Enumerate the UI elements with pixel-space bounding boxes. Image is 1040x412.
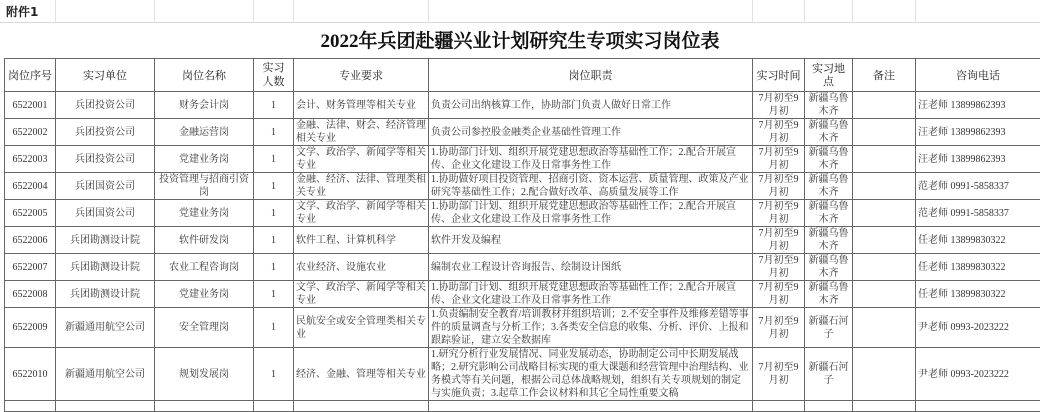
period-cell: 7月初至9月初 — [753, 281, 805, 308]
gridline — [915, 0, 916, 22]
empty-cell — [254, 401, 294, 412]
positions-table — [4, 58, 1040, 412]
post-name-cell: 财务会计岗 — [155, 92, 254, 119]
duty-cell: 编制农业工程设计咨询报告、绘制设计图纸 — [429, 254, 753, 281]
contact-phone-cell: 汪老师 13899862393 — [916, 146, 1040, 173]
post-name-cell: 安全管理岗 — [155, 308, 254, 348]
major-requirement-cell: 文学、政治学、新闻学等相关专业 — [294, 200, 429, 227]
empty-cell — [294, 401, 429, 412]
contact-phone-cell: 任老师 13899830322 — [916, 254, 1040, 281]
gridline — [428, 0, 429, 22]
unit-cell: 兵团投资公司 — [56, 92, 155, 119]
major-requirement-cell: 农业经济、设施农业 — [294, 254, 429, 281]
post-name-cell: 软件研发岗 — [155, 227, 254, 254]
attachment-row — [0, 0, 1040, 23]
period-cell: 7月初至9月初 — [753, 308, 805, 348]
table-row — [5, 308, 1040, 348]
page-title: 2022年兵团赴疆兴业计划研究生专项实习岗位表 — [0, 22, 1040, 58]
duty-cell: 负责公司出纳核算工作，协助部门负责人做好日常工作 — [429, 92, 753, 119]
location-cell: 新疆乌鲁木齐 — [805, 92, 853, 119]
location-cell: 新疆石河子 — [805, 348, 853, 401]
headcount-cell: 1 — [254, 254, 294, 281]
note-cell — [853, 308, 916, 348]
headcount-cell: 1 — [254, 348, 294, 401]
position-id-cell: 6522002 — [5, 119, 56, 146]
period-cell: 7月初至9月初 — [753, 92, 805, 119]
position-id-cell: 6522005 — [5, 200, 56, 227]
table-row — [5, 92, 1040, 119]
location-cell: 新疆乌鲁木齐 — [805, 173, 853, 200]
major-requirement-cell: 文学、政治学、新闻学等相关专业 — [294, 146, 429, 173]
contact-phone-cell: 尹老师 0993-2023222 — [916, 308, 1040, 348]
location-cell: 新疆乌鲁木齐 — [805, 146, 853, 173]
table-row-partial — [5, 401, 1040, 412]
empty-cell — [429, 401, 753, 412]
headcount-cell: 1 — [254, 92, 294, 119]
table-row — [5, 119, 1040, 146]
note-cell — [853, 119, 916, 146]
period-cell: 7月初至9月初 — [753, 200, 805, 227]
empty-cell — [155, 401, 254, 412]
position-id-cell: 6522004 — [5, 173, 56, 200]
empty-cell — [56, 401, 155, 412]
table-row — [5, 281, 1040, 308]
position-id-cell: 6522003 — [5, 146, 56, 173]
empty-cell — [5, 401, 56, 412]
major-requirement-cell: 文学、政治学、新闻学等相关专业 — [294, 281, 429, 308]
position-id-cell: 6522006 — [5, 227, 56, 254]
post-name-cell: 党建业务岗 — [155, 281, 254, 308]
unit-cell: 兵团勘测设计院 — [56, 254, 155, 281]
period-cell: 7月初至9月初 — [753, 348, 805, 401]
unit-cell: 兵团投资公司 — [56, 146, 155, 173]
gridline — [852, 0, 853, 22]
gridline — [293, 0, 294, 22]
position-id-cell: 6522010 — [5, 348, 56, 401]
position-id-cell: 6522001 — [5, 92, 56, 119]
major-requirement-cell: 金融、经济、法律、管理类相关专业 — [294, 173, 429, 200]
empty-cell — [805, 401, 853, 412]
period-cell: 7月初至9月初 — [753, 254, 805, 281]
note-cell — [853, 173, 916, 200]
duty-cell: 负责公司参控股金融类企业基础性管理工作 — [429, 119, 753, 146]
header-cell: 实习地点 — [805, 59, 853, 92]
table-row — [5, 146, 1040, 173]
note-cell — [853, 281, 916, 308]
location-cell: 新疆乌鲁木齐 — [805, 254, 853, 281]
table-row — [5, 173, 1040, 200]
table-row — [5, 348, 1040, 401]
location-cell: 新疆乌鲁木齐 — [805, 227, 853, 254]
empty-cell — [853, 401, 916, 412]
headcount-cell: 1 — [254, 200, 294, 227]
major-requirement-cell: 软件工程、计算机科学 — [294, 227, 429, 254]
note-cell — [853, 227, 916, 254]
period-cell: 7月初至9月初 — [753, 227, 805, 254]
major-requirement-cell: 民航安全或安全管理类相关专业 — [294, 308, 429, 348]
unit-cell: 兵团国资公司 — [56, 200, 155, 227]
headcount-cell: 1 — [254, 227, 294, 254]
duty-cell: 软件开发及编程 — [429, 227, 753, 254]
gridline — [752, 0, 753, 22]
contact-phone-cell: 范老师 0991-5858337 — [916, 173, 1040, 200]
post-name-cell: 党建业务岗 — [155, 146, 254, 173]
contact-phone-cell: 汪老师 13899862393 — [916, 92, 1040, 119]
table-row — [5, 200, 1040, 227]
header-cell: 备注 — [853, 59, 916, 92]
header-row — [5, 59, 1040, 92]
location-cell: 新疆石河子 — [805, 308, 853, 348]
period-cell: 7月初至9月初 — [753, 146, 805, 173]
header-cell: 专业要求 — [294, 59, 429, 92]
table-row — [5, 227, 1040, 254]
header-cell: 实习人数 — [254, 59, 294, 92]
headcount-cell: 1 — [254, 281, 294, 308]
gridline — [253, 0, 254, 22]
duty-cell: 1.负责编制安全教育/培训教材并组织培训；2.不安全事件及维修差错等事件的质量调查与分析工作；3.各类安全信息的收集、分析、评价、上报和跟踪验证，建立安全数据库 — [429, 308, 753, 348]
unit-cell: 兵团投资公司 — [56, 119, 155, 146]
unit-cell: 兵团勘测设计院 — [56, 281, 155, 308]
attachment-label: 附件1 — [6, 3, 38, 20]
unit-cell: 兵团国资公司 — [56, 173, 155, 200]
duty-cell: 1.协助部门计划、组织开展党建思想政治等基础性工作；2.配合开展宣传、企业文化建设工作及日常事务性工作 — [429, 200, 753, 227]
post-name-cell: 金融运营岗 — [155, 119, 254, 146]
header-cell: 咨询电话 — [916, 59, 1040, 92]
headcount-cell: 1 — [254, 173, 294, 200]
note-cell — [853, 146, 916, 173]
headcount-cell: 1 — [254, 308, 294, 348]
contact-phone-cell: 任老师 13899830322 — [916, 281, 1040, 308]
gridline — [55, 0, 56, 22]
position-id-cell: 6522007 — [5, 254, 56, 281]
contact-phone-cell: 范老师 0991-5858337 — [916, 200, 1040, 227]
post-name-cell: 党建业务岗 — [155, 200, 254, 227]
major-requirement-cell: 会计、财务管理等相关专业 — [294, 92, 429, 119]
headcount-cell: 1 — [254, 146, 294, 173]
note-cell — [853, 92, 916, 119]
duty-cell: 1.协助部门计划、组织开展党建思想政治等基础性工作；2.配合开展宣传、企业文化建设工作及日常事务性工作 — [429, 146, 753, 173]
duty-cell: 1.研究分析行业发展情况、同业发展动态，协助制定公司中长期发展战略；2.研究影响公司战略目标实现的重大课题和经营管理中治理结构、业务模式等有关问题，根据公司总体战略规划，组织有关专项规划的制定与实施负责；3.起草工作会议材料和其它全局性重要文稿 — [429, 348, 753, 401]
header-cell: 岗位名称 — [155, 59, 254, 92]
duty-cell: 1.协助部门计划、组织开展党建思想政治等基础性工作；2.配合开展宣传、企业文化建设工作及日常事务性工作 — [429, 281, 753, 308]
header-cell: 实习单位 — [56, 59, 155, 92]
post-name-cell: 农业工程咨询岗 — [155, 254, 254, 281]
period-cell: 7月初至9月初 — [753, 173, 805, 200]
empty-cell — [916, 401, 1040, 412]
note-cell — [853, 200, 916, 227]
duty-cell: 1.协助做好项目投资管理、招商引资、资本运营、质量管理、政策及产业研究等基础性工作；2.配合做好改革、高质量发展等工作 — [429, 173, 753, 200]
header-cell: 岗位职责 — [429, 59, 753, 92]
header-cell: 岗位序号 — [5, 59, 56, 92]
position-id-cell: 6522008 — [5, 281, 56, 308]
unit-cell: 新疆通用航空公司 — [56, 308, 155, 348]
note-cell — [853, 254, 916, 281]
unit-cell: 兵团勘测设计院 — [56, 227, 155, 254]
period-cell: 7月初至9月初 — [753, 119, 805, 146]
major-requirement-cell: 金融、法律、财会、经济管理相关专业 — [294, 119, 429, 146]
contact-phone-cell: 任老师 13899830322 — [916, 227, 1040, 254]
major-requirement-cell: 经济、金融、管理等相关专业 — [294, 348, 429, 401]
header-cell: 实习时间 — [753, 59, 805, 92]
position-id-cell: 6522009 — [5, 308, 56, 348]
gridline — [154, 0, 155, 22]
post-name-cell: 投资管理与招商引资岗 — [155, 173, 254, 200]
headcount-cell: 1 — [254, 119, 294, 146]
post-name-cell: 规划发展岗 — [155, 348, 254, 401]
contact-phone-cell: 尹老师 0993-2023222 — [916, 348, 1040, 401]
contact-phone-cell: 汪老师 13899862393 — [916, 119, 1040, 146]
location-cell: 新疆乌鲁木齐 — [805, 200, 853, 227]
location-cell: 新疆乌鲁木齐 — [805, 281, 853, 308]
empty-cell — [753, 401, 805, 412]
gridline — [804, 0, 805, 22]
unit-cell: 新疆通用航空公司 — [56, 348, 155, 401]
note-cell — [853, 348, 916, 401]
table-row — [5, 254, 1040, 281]
location-cell: 新疆乌鲁木齐 — [805, 119, 853, 146]
